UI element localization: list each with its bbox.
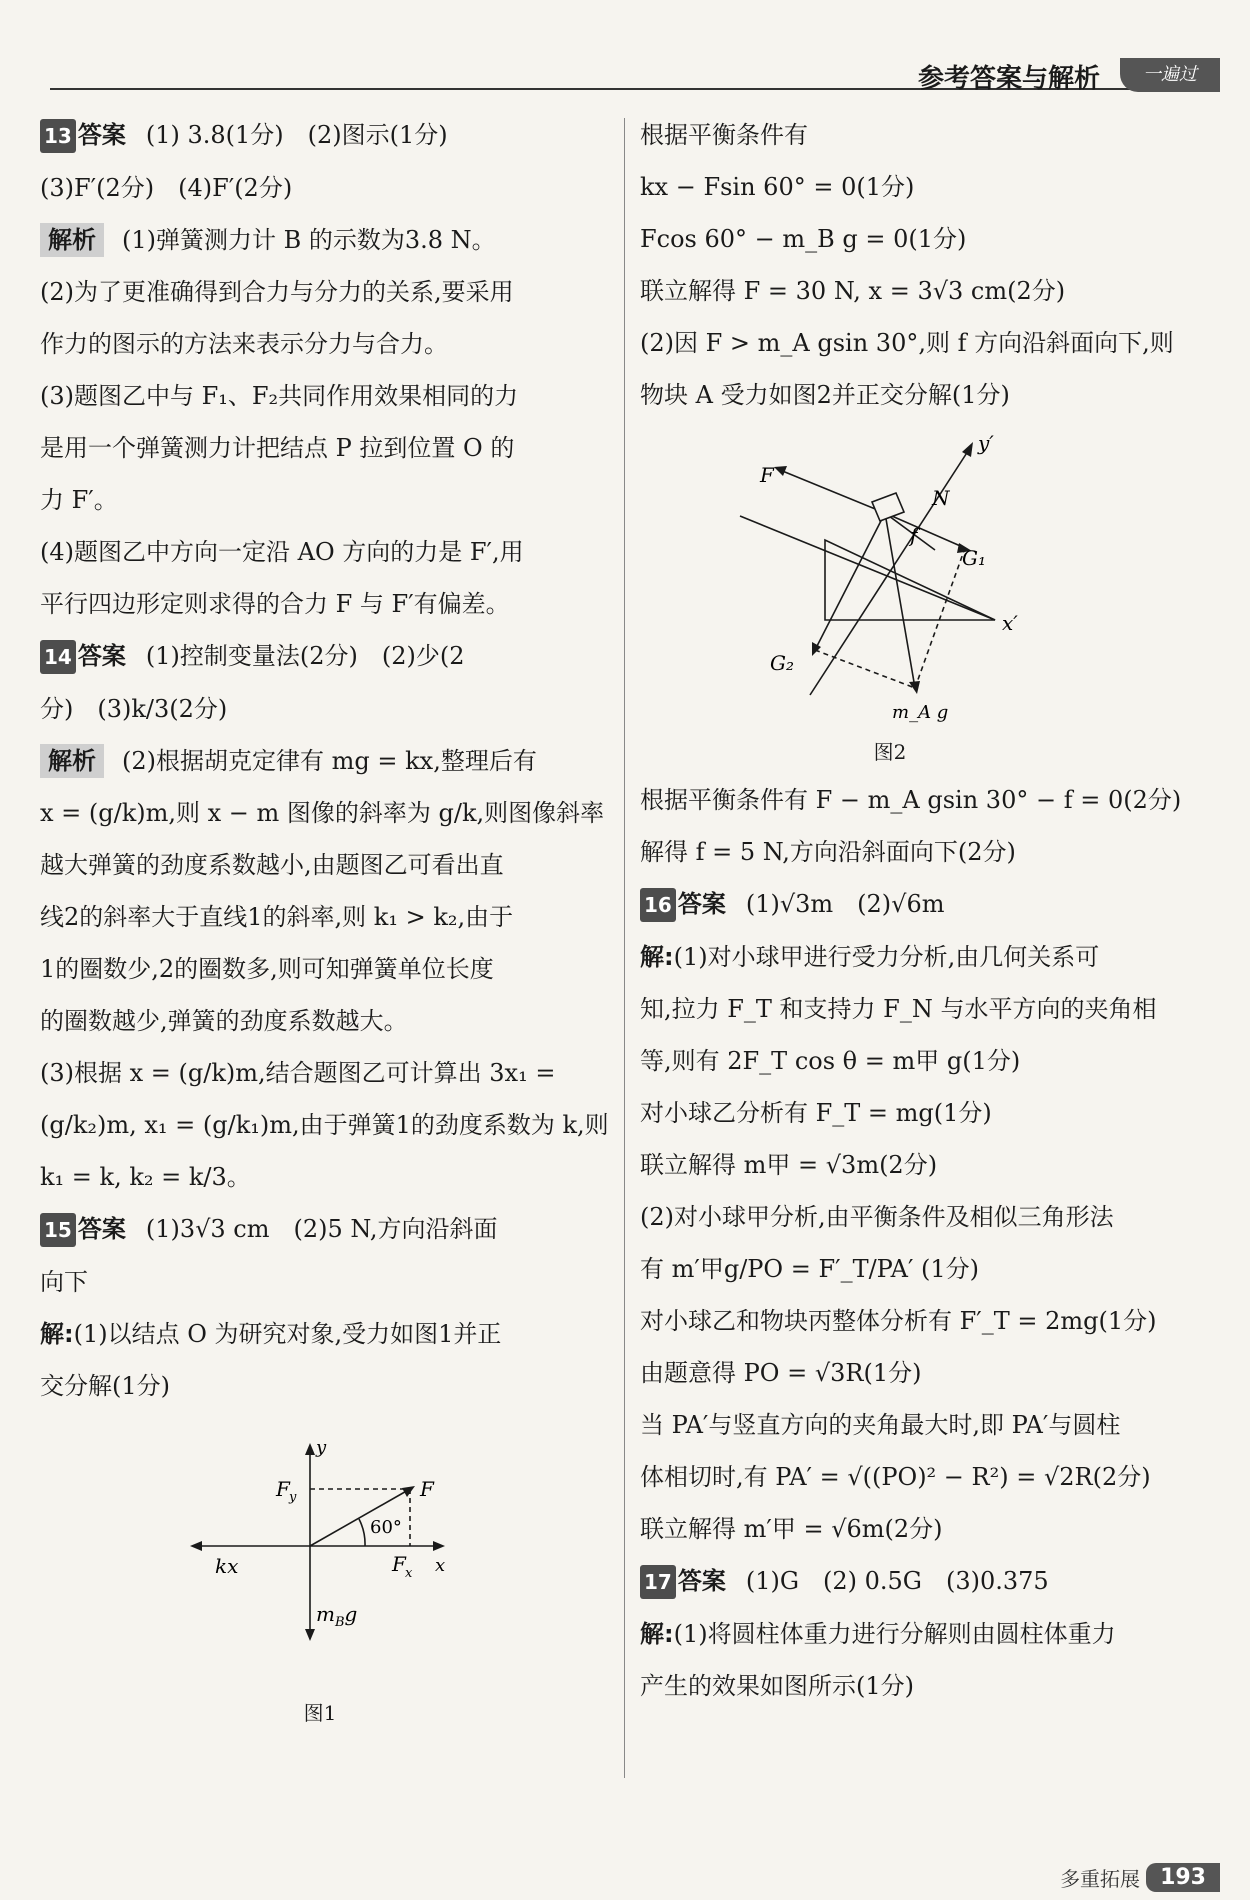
fig1-fx-label: F xyxy=(392,1552,406,1576)
header-title: 参考答案与解析 xyxy=(917,64,1100,94)
figure-2-diagram xyxy=(640,430,1220,730)
q16-answer-label: 答案 xyxy=(677,890,726,918)
q14-badge: 14 xyxy=(40,640,76,674)
header-tab: 一遍过 xyxy=(1120,58,1220,92)
q17-solution-text1: (1)将圆柱体重力进行分解则由圆柱体重力 xyxy=(673,1620,1116,1648)
q17-line2: 产生的效果如图所示(1分) xyxy=(640,1672,914,1700)
q17-answer-text: (1)G (2) 0.5G (3)0.375 xyxy=(745,1567,1049,1595)
fig2-g1-label: G₁ xyxy=(962,546,986,570)
q15-answer-label: 答案 xyxy=(77,1215,126,1243)
q14-line7: (3)根据 x = (g/k)m,结合题图乙可计算出 3x₁ = xyxy=(40,1059,556,1087)
q16-answer-text: (1)√3m (2)√6m xyxy=(745,890,945,918)
q14-line8: (g/k₂)m, x₁ = (g/k₁)m,由于弹簧1的劲度系数为 k,则 xyxy=(40,1111,609,1139)
q13-analysis-label: 解析 xyxy=(40,223,104,257)
q16-line7: 有 m′甲g/PO = F′_T/PA′ (1分) xyxy=(640,1255,980,1283)
q16-line8: 对小球乙和物块丙整体分析有 F′_T = 2mg(1分) xyxy=(640,1307,1157,1335)
fig1-x-label: x xyxy=(435,1555,446,1576)
fig2-mag-label: m_A g xyxy=(892,702,949,723)
q15-answer-line1 xyxy=(40,1212,610,1247)
q13-answer-line2: (3)F′(2分) (4)F′(2分) xyxy=(40,174,293,202)
q14-line2: x = (g/k)m,则 x − m 图像的斜率为 g/k,则图像斜率 xyxy=(40,799,605,827)
q15-badge: 15 xyxy=(40,1213,76,1247)
q15-answer-line2: 向下 xyxy=(40,1268,88,1296)
fig1-fx-sub: x xyxy=(405,1566,413,1581)
page-footer xyxy=(1060,1863,1220,1893)
r-line4: 联立解得 F = 30 N, x = 3√3 cm(2分) xyxy=(640,277,1066,305)
column-divider xyxy=(624,118,625,1778)
q13-analysis-line1 xyxy=(40,223,610,257)
figure-1 xyxy=(40,1421,610,1726)
q15-line2: 交分解(1分) xyxy=(40,1372,170,1400)
r-line3: Fcos 60° − m_B g = 0(1分) xyxy=(640,225,967,253)
figure-2-caption: 图2 xyxy=(873,740,907,764)
q16-answer-line xyxy=(640,887,1220,922)
fig2-f-up-label: F xyxy=(760,463,774,487)
figure-1-caption: 图1 xyxy=(303,1701,337,1725)
q17-solution-label: 解: xyxy=(640,1620,674,1648)
fig1-angle-label: 60° xyxy=(370,1517,402,1538)
q13-line8: 平行四边形定则求得的合力 F 与 F′有偏差。 xyxy=(40,590,510,618)
fig1-fy-sub: y xyxy=(289,1490,297,1505)
page-number: 193 xyxy=(1146,1863,1220,1892)
q17-badge: 17 xyxy=(640,1565,676,1599)
q14-answer-label: 答案 xyxy=(77,642,126,670)
q13-line4: (3)题图乙中与 F₁、F₂共同作用效果相同的力 xyxy=(40,382,519,410)
fig1-mbg-label: $m_Bg$ xyxy=(316,1602,358,1630)
q14-answer-line1 xyxy=(40,639,610,674)
q15-solution-label: 解: xyxy=(40,1320,74,1348)
q13-answer-label: 答案 xyxy=(77,121,126,149)
q14-answer-line2: 分) (3)k/3(2分) xyxy=(40,695,228,723)
fig2-n-label: N xyxy=(932,486,950,510)
q16-line9: 由题意得 PO = √3R(1分) xyxy=(640,1359,922,1387)
q14-analysis-line1 xyxy=(40,744,610,778)
q15-solution-line1 xyxy=(40,1317,610,1351)
left-column xyxy=(40,118,610,1726)
figure-1-diagram xyxy=(40,1421,600,1691)
q17-solution-line1 xyxy=(640,1617,1220,1651)
fig1-f-label: F xyxy=(420,1477,434,1501)
r-line7: 根据平衡条件有 F − m_A gsin 30° − f = 0(2分) xyxy=(640,786,1182,814)
q16-solution-line1 xyxy=(640,940,1220,974)
q14-line6: 的圈数越少,弹簧的劲度系数越大。 xyxy=(40,1007,408,1035)
q13-badge: 13 xyxy=(40,119,76,153)
q16-line2: 知,拉力 F_T 和支持力 F_N 与水平方向的夹角相 xyxy=(640,995,1157,1023)
r-line5: (2)因 F > m_A gsin 30°,则 f 方向沿斜面向下,则 xyxy=(640,329,1174,357)
fig1-fy-label: F xyxy=(276,1477,290,1501)
r-line8: 解得 f = 5 N,方向沿斜面向下(2分) xyxy=(640,838,1016,866)
q16-badge: 16 xyxy=(640,888,676,922)
fig2-f-label: f xyxy=(910,523,918,547)
q14-line3: 越大弹簧的劲度系数越小,由题图乙可看出直 xyxy=(40,851,504,879)
q14-line5: 1的圈数少,2的圈数多,则可知弹簧单位长度 xyxy=(40,955,494,983)
q14-answer-text1: (1)控制变量法(2分) (2)少(2 xyxy=(145,642,465,670)
q14-line9: k₁ = k, k₂ = k/3。 xyxy=(40,1163,251,1191)
right-column xyxy=(640,118,1220,1721)
q13-line6: 力 F′。 xyxy=(40,486,118,514)
q16-solution-text1: (1)对小球甲进行受力分析,由几何关系可 xyxy=(673,943,1100,971)
q13-line5: 是用一个弹簧测力计把结点 P 拉到位置 O 的 xyxy=(40,434,515,462)
r-line1: 根据平衡条件有 xyxy=(640,121,808,149)
q16-line5: 联立解得 m甲 = √3m(2分) xyxy=(640,1151,938,1179)
fig1-y-label: y xyxy=(316,1437,327,1458)
figure-2 xyxy=(640,430,1220,765)
q13-analysis-text1: (1)弹簧测力计 B 的示数为3.8 N。 xyxy=(122,226,496,254)
q14-line4: 线2的斜率大于直线1的斜率,则 k₁ > k₂,由于 xyxy=(40,903,514,931)
footer-text: 多重拓展 xyxy=(1060,1867,1141,1891)
fig2-g2-label: G₂ xyxy=(770,651,794,675)
q15-solution-text1: (1)以结点 O 为研究对象,受力如图1并正 xyxy=(73,1320,502,1348)
q17-answer-label: 答案 xyxy=(677,1567,726,1595)
q16-solution-label: 解: xyxy=(640,943,674,971)
q13-line2: (2)为了更准确得到合力与分力的关系,要采用 xyxy=(40,278,514,306)
q16-line3: 等,则有 2F_T cos θ = m甲 g(1分) xyxy=(640,1047,1021,1075)
fig1-kx-label: kx xyxy=(215,1554,239,1578)
q17-answer-line xyxy=(640,1564,1220,1599)
q16-line11: 体相切时,有 PA′ = √((PO)² − R²) = √2R(2分) xyxy=(640,1463,1151,1491)
q13-line3: 作力的图示的方法来表示分力与合力。 xyxy=(40,330,448,358)
q15-answer-text1: (1)3√3 cm (2)5 N,方向沿斜面 xyxy=(145,1215,498,1243)
q16-line6: (2)对小球甲分析,由平衡条件及相似三角形法 xyxy=(640,1203,1114,1231)
r-line2: kx − Fsin 60° = 0(1分) xyxy=(640,173,915,201)
q16-line4: 对小球乙分析有 F_T = mg(1分) xyxy=(640,1099,992,1127)
q13-answer-line1 xyxy=(40,118,610,153)
q13-answer-text1: (1) 3.8(1分) (2)图示(1分) xyxy=(145,121,448,149)
fig2-y-label: y′ xyxy=(978,431,994,455)
fig2-x-label: x′ xyxy=(1002,611,1018,635)
q13-line7: (4)题图乙中方向一定沿 AO 方向的力是 F′,用 xyxy=(40,538,524,566)
q14-analysis-label: 解析 xyxy=(40,744,104,778)
q16-line12: 联立解得 m′甲 = √6m(2分) xyxy=(640,1515,943,1543)
q16-line10: 当 PA′与竖直方向的夹角最大时,即 PA′与圆柱 xyxy=(640,1411,1121,1439)
r-line6: 物块 A 受力如图2并正交分解(1分) xyxy=(640,381,1010,409)
q14-analysis-text1: (2)根据胡克定律有 mg = kx,整理后有 xyxy=(122,747,537,775)
